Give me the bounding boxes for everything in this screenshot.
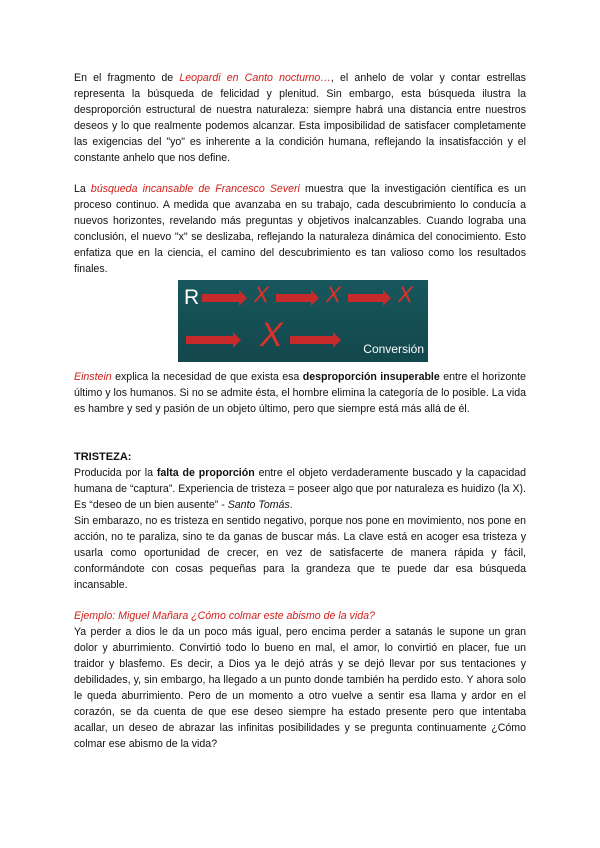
tristeza-heading: TRISTEZA: <box>74 451 132 463</box>
leopardi-reference: Leopardi en Canto nocturno… <box>179 72 331 84</box>
p3-post: entre el horizonte último y los humanos. Si no se admite ésta, el hombre elimina la categoría de lo posible. La vida es hambre y sed y pasión de un objeto último, pero que siempre está más allá de él. <box>74 371 526 415</box>
diagram-x-mark: X <box>254 282 269 307</box>
diagram-r-label: R <box>184 286 200 309</box>
p2-pre: La <box>74 183 91 195</box>
p2-post: muestra que la investigación científica es un proceso continuo. A medida que avanzaba en su trabajo, cada descubrimiento lo conducía a nuevos horizontes, revelando más preguntas y objetivos inalcanzables. Cuando lograba una conclusión, el nuevo "x" se deslizaba, reflejando la naturaleza dinámica del conocimiento. Esto enfatiza que en la ciencia, el camino del descubrimiento es tan valioso como los resultados finales. <box>74 183 526 275</box>
diagram-x-mark: X <box>326 282 341 307</box>
severi-reference: búsqueda incansable de Francesco Severi <box>90 183 300 195</box>
conversion-diagram <box>178 280 428 362</box>
diagram-arrow <box>202 294 240 302</box>
paragraph-leopardi <box>74 70 526 166</box>
paragraph-einstein <box>74 369 526 417</box>
diagram-arrow <box>276 294 312 302</box>
tristeza-author: Santo Tomás <box>227 499 290 511</box>
p1-post: , el anhelo de volar y contar estrellas representa la búsqueda de felicidad y plenitud. Sin embargo, esta búsqueda ilustra la desproporción estructural de nuestra naturaleza: siempre habrá una distancia entre nuestros deseos y lo que realmente podemos alcanzar. Esta imposibilidad de satisfacer completamente las exigencias del "yo" es inherente a la condición humana, reflejando la insatisfacción y el constante anhelo que nos define. <box>74 72 526 164</box>
p1-pre: En el fragmento de <box>74 72 180 84</box>
tristeza-end: . <box>289 499 293 511</box>
paragraph-tristeza <box>74 465 526 513</box>
paragraph-ejemplo: Ya perder a dios le da un poco más igual, pero encima perder a satanás le supone un gran dolor y aburrimiento. Convirtió todo lo bueno en mal, el amor, lo convirtió en placer, fue un traidor y blasfemo. Es decir, a Dios ya le dejó atrás y se dejó llevar por sus tentaciones y debilidades, y, sin embargo, ha llegado a un punto donde también ha perdido esto. Y ahora solo le queda aburrimiento. Pero de un momento a otro vuelve a sentir esa llama y ardor en el corazón, se da cuenta de que ese deseo siempre ha estado presente pero que intentaba acallar, un deseo de abrazar las infinitas posibilidades y se pregunta continuamente ¿Cómo colmar ese abismo de la vida? <box>74 626 526 750</box>
paragraph-severi <box>74 181 526 277</box>
diagram-x-mark: X <box>398 282 413 307</box>
tristeza-mid: entre el objeto verdaderamente buscado y la capacidad humana de “captura”. Experiencia de tristeza = poseer algo que por naturaleza es huidizo (la X). Es “deseo de un bien ausente” - <box>74 467 526 511</box>
p3-mid: explica la necesidad de que exista esa <box>111 371 303 383</box>
p3-bold: desproporción insuperable <box>302 371 440 383</box>
diagram-arrow <box>348 294 384 302</box>
tristeza-pre: Producida por la <box>74 467 157 479</box>
tristeza-bold: falta de proporción <box>156 467 255 479</box>
einstein-reference: Einstein <box>74 371 112 383</box>
ejemplo-title: Ejemplo: Miguel Mañara ¿Cómo colmar este abismo de la vida? <box>74 610 375 622</box>
diagram-arrow <box>186 336 234 344</box>
diagram-x-mark-large: X <box>260 316 283 354</box>
document-page <box>74 70 526 752</box>
diagram-conversion-label: Conversión <box>363 342 424 356</box>
diagram-arrow <box>290 336 334 344</box>
paragraph-tristeza-2: Sin embarazo, no es tristeza en sentido negativo, porque nos pone en movimiento, nos pone en acción, no te paraliza, sino te da ganas de buscar más. La clave está en acoger esa tristeza y usarla como oportunidad de crecer, en vez de satisfacerte de manera rápida y fácil, conformándote con cosas pequeñas para la grandeza que te puede dar esa búsqueda incansable. <box>74 515 526 591</box>
